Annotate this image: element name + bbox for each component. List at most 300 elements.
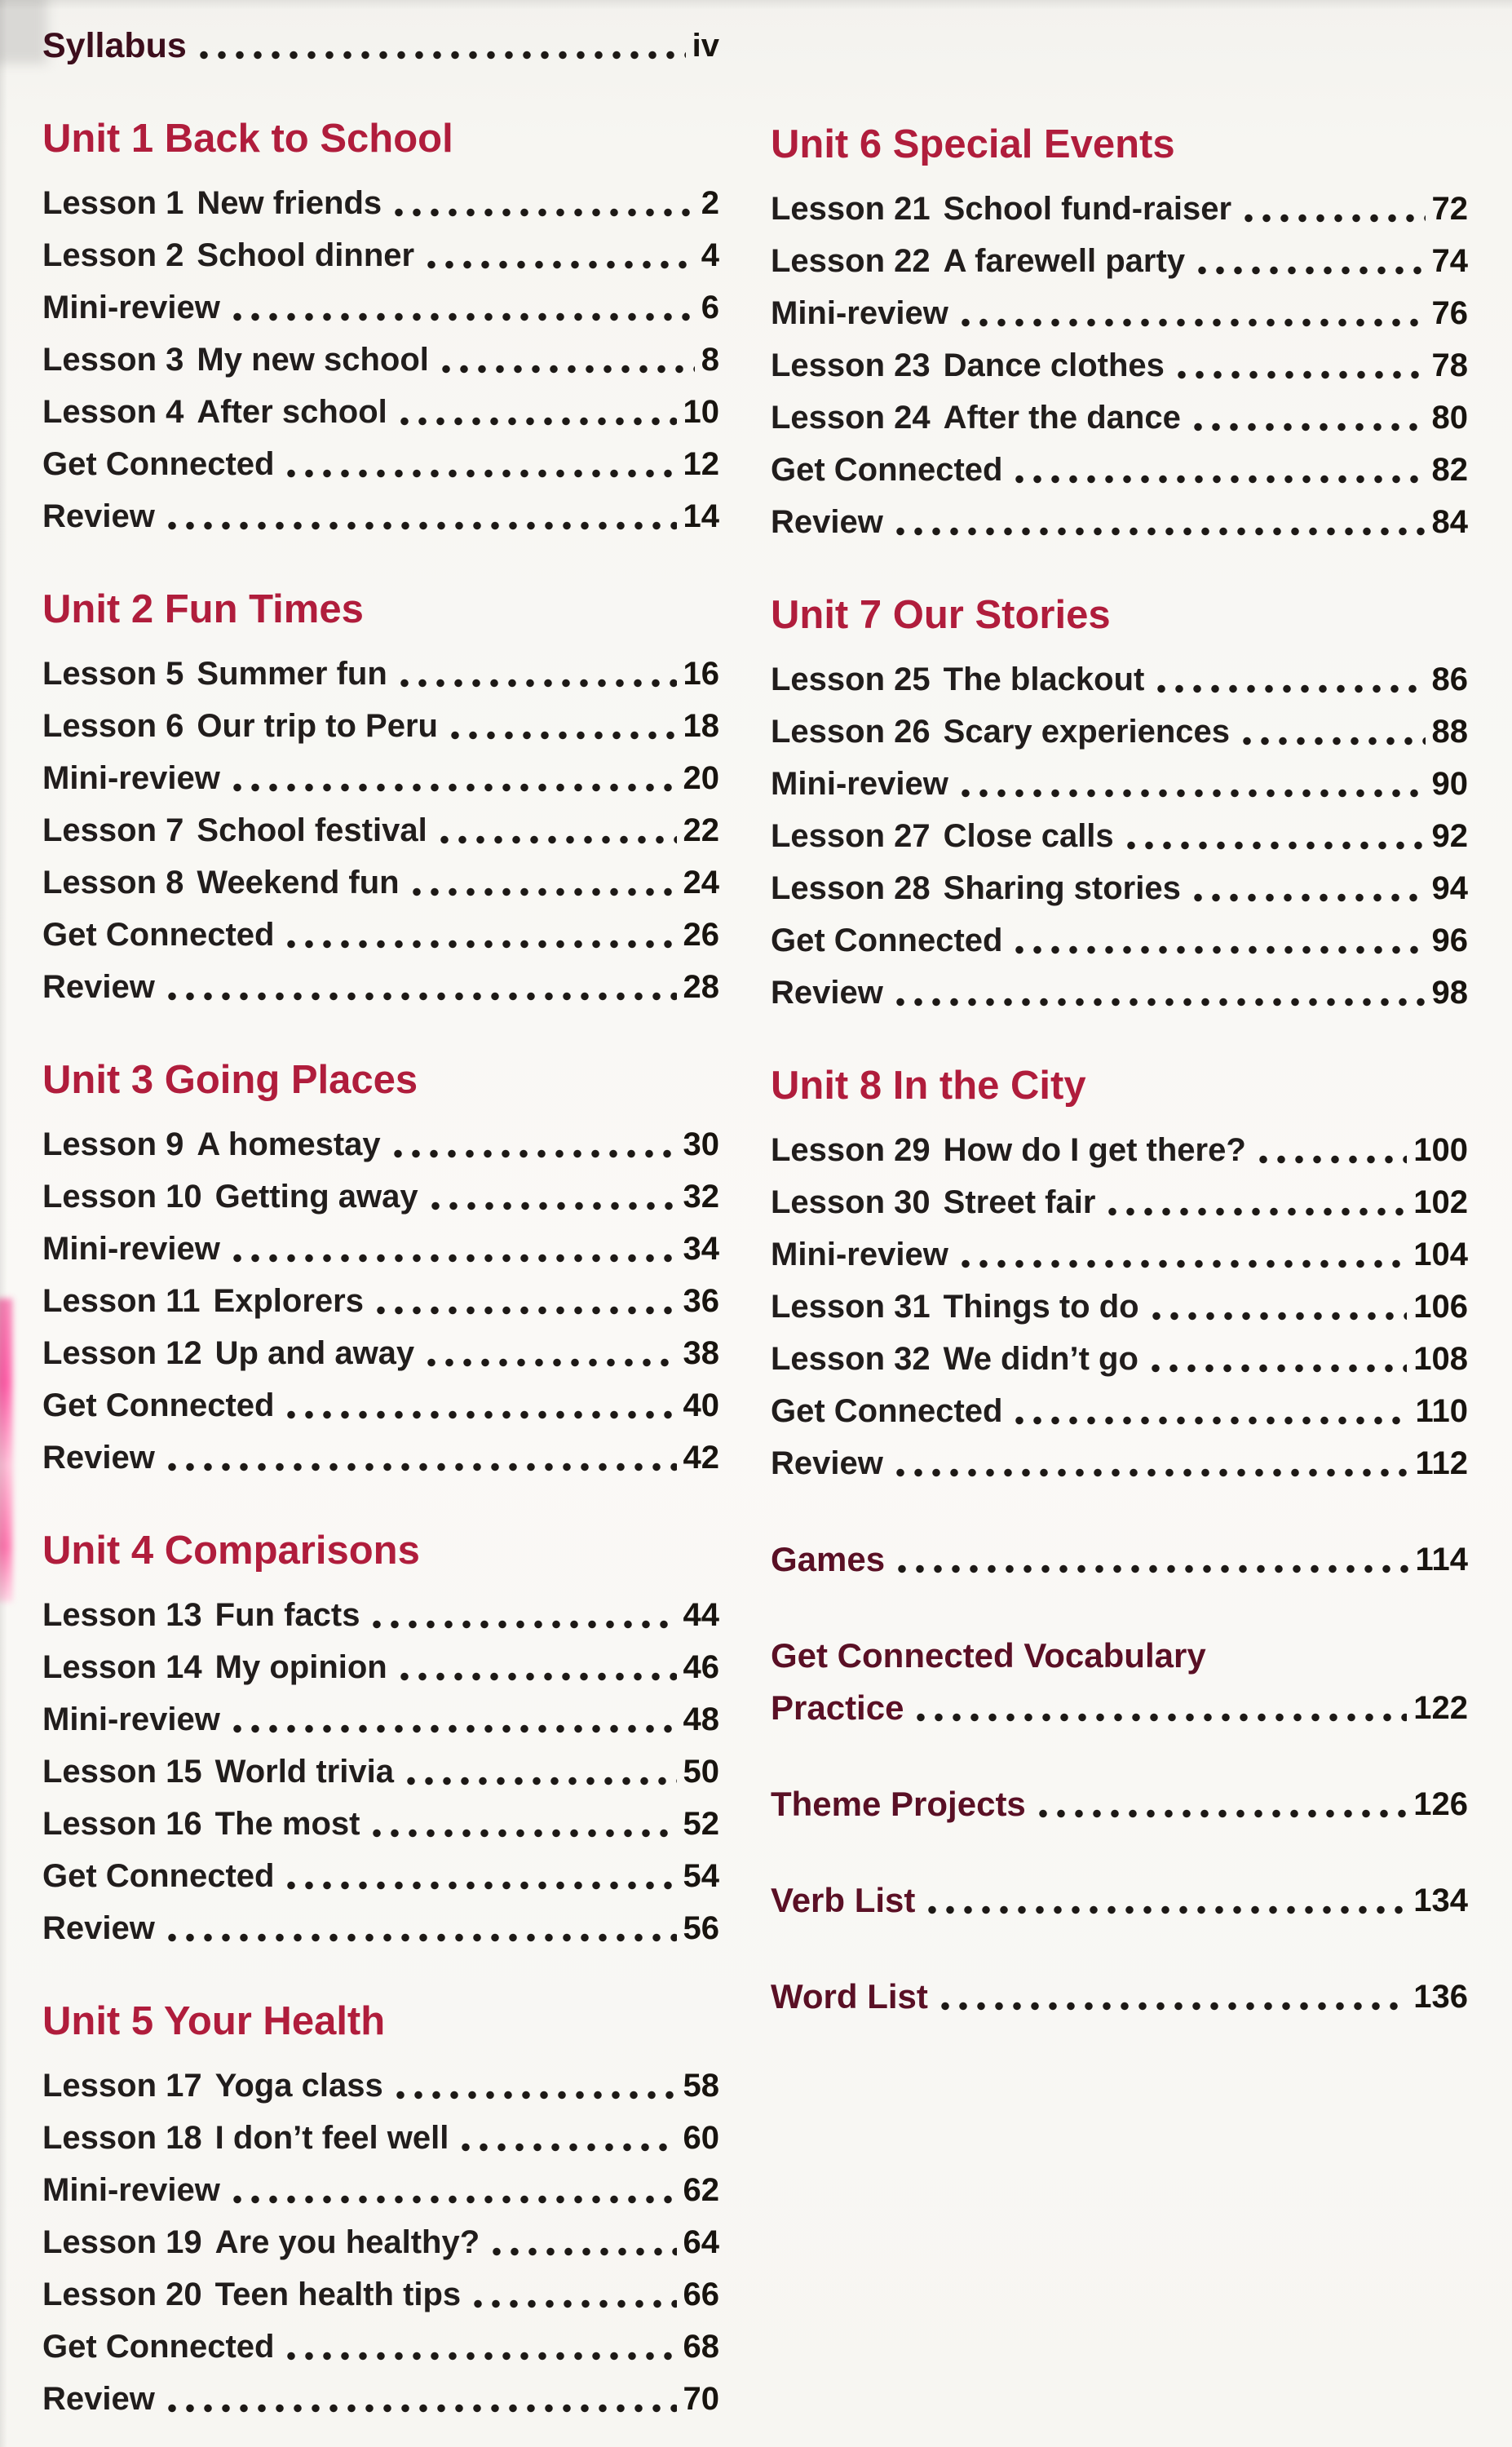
page-number: 134 [1413,1883,1468,1918]
lesson-title: Review [42,969,155,1005]
page-number: 98 [1431,975,1468,1011]
dot-leader [163,521,677,530]
dot-leader [282,2352,676,2361]
lesson-title: Review [42,1910,155,1946]
dot-leader [1010,475,1425,484]
unit-title: Unit 8 In the City [771,1064,1086,1108]
lesson-title: Things to do [943,1289,1139,1325]
lesson-prefix: Lesson 11 [42,1283,201,1319]
unit-title: Unit 1 Back to School [42,117,453,161]
dot-leader [163,992,677,1001]
dot-leader [1173,370,1426,379]
lesson-title: Get Connected [42,917,275,953]
lesson-title: A farewell party [943,243,1186,279]
lesson-prefix: Lesson 13 [42,1597,202,1633]
dot-leader [1193,266,1425,275]
lesson-title: Mini-review [771,766,948,802]
unit-title: Unit 4 Comparisons [42,1529,420,1573]
back-matter-label: Theme Projects [771,1785,1026,1823]
toc-row [42,2164,719,2216]
toc-row [771,339,1468,392]
page-number: 80 [1431,400,1468,436]
page-number: 18 [683,708,719,744]
dot-leader [389,1149,677,1158]
lesson-title: The most [214,1806,360,1842]
toc-row [42,648,719,700]
lesson-prefix: Lesson 14 [42,1649,202,1685]
page-number: 22 [683,812,719,848]
lesson-prefix: Lesson 25 [771,662,931,697]
unit-block [42,1056,719,1484]
toc-row [771,235,1468,287]
dot-leader [228,312,695,321]
toc-row [771,653,1468,706]
toc-row [42,1746,719,1798]
lesson-title: School fund-raiser [943,191,1232,227]
lesson-prefix: Lesson 18 [42,2120,202,2156]
toc-row [771,1385,1468,1437]
dot-leader [228,783,677,792]
lesson-prefix: Lesson 12 [42,1335,202,1371]
toc-row [42,1379,719,1431]
lesson-prefix: Lesson 1 [42,185,184,221]
dot-leader [163,1462,677,1471]
dot-leader [891,998,1426,1007]
dot-leader [1189,423,1426,431]
lesson-title: How do I get there? [943,1132,1246,1168]
left-column [42,0,719,2425]
page-number: 76 [1431,295,1468,331]
dot-leader [957,1259,1407,1268]
page-number: 90 [1431,766,1468,802]
page-number: 46 [683,1649,719,1685]
toc-row [42,2216,719,2268]
lesson-title: Street fair [943,1184,1096,1220]
dot-leader [936,2002,1407,2011]
dot-leader [437,365,695,374]
unit-block [771,1062,1468,1489]
dot-leader [446,731,677,740]
page-number: 60 [683,2120,719,2156]
lesson-title: A homestay [197,1126,381,1162]
back-matter-item [771,1630,1468,1734]
lesson-title: Get Connected [42,446,275,482]
toc-row [771,444,1468,496]
lesson-title: We didn’t go [943,1341,1138,1377]
toc-row [42,1327,719,1379]
toc-row [42,700,719,752]
toc-row [771,1437,1468,1489]
toc-row [771,758,1468,810]
toc-row [42,1693,719,1746]
lesson-prefix: Lesson 4 [42,394,184,430]
unit-block [42,115,719,542]
lesson-prefix: Lesson 5 [42,656,184,692]
lesson-prefix: Lesson 6 [42,708,184,744]
lesson-prefix: Lesson 7 [42,812,184,848]
page-number: 38 [683,1335,719,1371]
page-number: 100 [1413,1132,1468,1168]
back-matter-label: Games [771,1540,886,1578]
lesson-prefix: Lesson 26 [771,714,931,750]
lesson-title: The blackout [943,662,1145,697]
toc-row [42,752,719,804]
dot-leader [408,887,677,896]
page-number: 94 [1431,870,1468,906]
dot-leader [891,527,1426,536]
page-number: 32 [683,1179,719,1215]
dot-leader [282,1881,676,1890]
syllabus-label: Syllabus [42,26,187,65]
lesson-title: After school [197,394,387,430]
lesson-prefix: Lesson 30 [771,1184,931,1220]
unit-block [42,1527,719,1954]
dot-leader [1034,1809,1407,1818]
toc-row [42,1641,719,1693]
lesson-title: New friends [197,185,382,221]
lesson-title: Get Connected [42,2329,275,2365]
lesson-title: Review [771,975,883,1011]
page-number: 40 [683,1387,719,1423]
toc-row [42,1589,719,1641]
toc-row [42,281,719,334]
lesson-title: My opinion [214,1649,387,1685]
back-matter-label: Word List [771,1977,928,2016]
toc-row [42,2373,719,2425]
page-number: 82 [1431,452,1468,488]
lesson-title: Fun facts [214,1597,360,1633]
dot-leader [1010,945,1425,954]
lesson-prefix: Lesson 20 [42,2277,202,2312]
dot-leader [396,417,677,426]
dot-leader [912,1713,1407,1722]
dot-leader [488,2247,676,2256]
lesson-prefix: Lesson 28 [771,870,931,906]
lesson-title: Close calls [943,818,1114,854]
toc-row [42,961,719,1013]
lesson-title: School dinner [197,237,415,273]
back-matter-row [771,1874,1468,1927]
page-number: 54 [683,1858,719,1894]
back-matter-item [771,1971,1468,2023]
lesson-prefix: Lesson 19 [42,2224,202,2260]
lesson-prefix: Lesson 21 [771,191,931,227]
lesson-title: Review [771,1445,883,1481]
page-number: 114 [1415,1542,1468,1577]
toc-row [42,909,719,961]
toc-row [771,1228,1468,1281]
page-number: 50 [683,1754,719,1790]
page-number: 52 [683,1806,719,1842]
page-number: 34 [683,1231,719,1267]
toc-row [771,496,1468,548]
lesson-title: Review [771,504,883,540]
unit-title: Unit 7 Our Stories [771,593,1111,637]
page-number: 16 [683,656,719,692]
dot-leader [228,1724,677,1733]
dot-leader [1238,737,1425,746]
lesson-prefix: Lesson 29 [771,1132,931,1168]
dot-leader [282,940,676,949]
lesson-title: World trivia [214,1754,394,1790]
lesson-title: My new school [197,342,429,378]
unit-block [42,1998,719,2425]
toc-row [42,177,719,229]
page-number: 84 [1431,504,1468,540]
lesson-title: Are you healthy? [214,2224,480,2260]
toc-row [42,1118,719,1170]
page-number: iv [692,28,719,64]
unit-title: Unit 3 Going Places [42,1058,418,1102]
back-matter-row [771,1778,1468,1830]
dot-leader [390,208,695,217]
syllabus-entry [42,21,719,72]
page-number: 8 [701,342,719,378]
back-matter-row [771,1971,1468,2023]
page-number: 66 [683,2277,719,2312]
toc-row [42,856,719,909]
page-number: 26 [683,917,719,953]
back-matter-item [771,1533,1468,1586]
dot-leader [372,1306,677,1315]
page-number: 12 [683,446,719,482]
page-number: 44 [683,1597,719,1633]
dot-leader [396,1672,677,1681]
lesson-title: Mini-review [42,760,220,796]
dot-leader [282,1410,676,1419]
lesson-prefix: Lesson 2 [42,237,184,273]
page-number: 108 [1413,1341,1468,1377]
toc-row [771,967,1468,1019]
dot-leader [422,1358,676,1367]
page-number: 68 [683,2329,719,2365]
lesson-title: Review [42,1440,155,1476]
page-number: 24 [683,865,719,900]
toc-row [42,2268,719,2321]
toc-row [42,1902,719,1954]
dot-leader [893,1564,1408,1573]
lesson-title: Review [42,2381,155,2417]
back-matter-label: Practice [771,1688,904,1727]
lesson-title: Sharing stories [943,870,1181,906]
toc-row [771,862,1468,914]
back-matter-label: Get Connected Vocabulary [771,1636,1206,1675]
unit-block [42,586,719,1013]
page-number: 136 [1413,1979,1468,2015]
lesson-prefix: Lesson 17 [42,2068,202,2104]
page-number: 88 [1431,714,1468,750]
page-number: 56 [683,1910,719,1946]
page-number: 28 [683,969,719,1005]
back-matter [771,1533,1468,2023]
toc-row [771,1124,1468,1176]
back-matter-item [771,1874,1468,1927]
lesson-title: Get Connected [771,452,1003,488]
dot-leader [923,1905,1407,1914]
dot-leader [957,318,1426,327]
page-number: 72 [1431,191,1468,227]
lesson-prefix: Lesson 15 [42,1754,202,1790]
lesson-title: I don’t feel well [214,2120,449,2156]
page-number: 30 [683,1126,719,1162]
dot-leader [368,1620,676,1629]
dot-leader [282,469,676,478]
toc-row [771,810,1468,862]
lesson-title: Dance clothes [943,347,1165,383]
lesson-title: Mini-review [42,2172,220,2208]
dot-leader [368,1829,676,1838]
toc-row [42,1850,719,1902]
dot-leader [1147,1364,1407,1373]
toc-row [771,1333,1468,1385]
lesson-prefix: Lesson 22 [771,243,931,279]
lesson-title: Mini-review [42,1701,220,1737]
toc-row [42,1275,719,1327]
toc-row [42,386,719,438]
lesson-prefix: Lesson 31 [771,1289,931,1325]
lesson-prefix: Lesson 16 [42,1806,202,1842]
lesson-title: Mini-review [771,295,948,331]
lesson-title: School festival [197,812,427,848]
lesson-prefix: Lesson 9 [42,1126,184,1162]
back-matter-row [771,1533,1468,1586]
dot-leader [195,51,686,60]
lesson-title: Our trip to Peru [197,708,438,744]
dot-leader [396,679,677,688]
page-number: 110 [1415,1393,1468,1429]
page-number: 48 [683,1701,719,1737]
lesson-title: Teen health tips [214,2277,462,2312]
back-matter-row [771,1682,1468,1734]
dot-leader [891,1468,1409,1477]
dot-leader [1240,214,1425,223]
lesson-title: Summer fun [197,656,387,692]
page-number: 106 [1413,1289,1468,1325]
page-number: 96 [1431,923,1468,958]
right-column-units [771,121,1468,1489]
page-number: 126 [1413,1786,1468,1822]
dot-leader [163,1933,677,1942]
dot-leader [1147,1312,1408,1321]
toc-row [42,438,719,490]
left-column-units [42,115,719,2425]
dot-leader [427,1201,677,1210]
dot-leader [1122,841,1426,850]
back-matter-item [771,1778,1468,1830]
photo-artifact-left-shade [0,0,7,2447]
unit-title: Unit 6 Special Events [771,122,1175,166]
toc-row [771,287,1468,339]
lesson-title: Get Connected [771,1393,1003,1429]
lesson-title: Getting away [214,1179,418,1215]
lesson-prefix: Lesson 10 [42,1179,202,1215]
dot-leader [391,2091,677,2100]
page-number: 92 [1431,818,1468,854]
dot-leader [402,1777,677,1785]
lesson-title: Get Connected [771,923,1003,958]
toc-row [771,914,1468,967]
dot-leader [1103,1207,1407,1216]
lesson-prefix: Lesson 8 [42,865,184,900]
page-number: 64 [683,2224,719,2260]
dot-leader [469,2299,676,2308]
toc-row [42,1798,719,1850]
page-number: 112 [1415,1445,1468,1481]
lesson-title: Up and away [214,1335,415,1371]
right-column [771,0,1468,2023]
toc-row [42,1431,719,1484]
toc-row [42,2321,719,2373]
page-number: 74 [1431,243,1468,279]
dot-leader [228,2195,677,2204]
page-number: 62 [683,2172,719,2208]
lesson-prefix: Lesson 27 [771,818,931,854]
page-number: 122 [1413,1690,1468,1726]
toc-row [42,229,719,281]
dot-leader [457,2143,676,2152]
lesson-title: After the dance [943,400,1181,436]
toc-row [42,1170,719,1223]
page-number: 2 [701,185,719,221]
toc-row [42,1223,719,1275]
dot-leader [1254,1155,1407,1164]
page-number: 4 [701,237,719,273]
toc-row [42,334,719,386]
unit-title: Unit 2 Fun Times [42,587,364,631]
lesson-prefix: Lesson 24 [771,400,931,436]
toc-row [42,2112,719,2164]
dot-leader [1152,684,1425,693]
lesson-title: Review [42,498,155,534]
dot-leader [1189,893,1426,902]
toc-row [771,1176,1468,1228]
unit-block [771,591,1468,1019]
lesson-title: Scary experiences [943,714,1231,750]
page-number: 78 [1431,347,1468,383]
dot-leader [422,260,695,269]
back-matter-row [771,1630,1468,1682]
lesson-title: Mini-review [42,290,220,325]
unit-title: Unit 5 Your Health [42,1999,386,2043]
toc-row [42,490,719,542]
dot-leader [435,835,677,844]
toc-row [771,1281,1468,1333]
back-matter-label: Verb List [771,1881,916,1919]
page-number: 6 [701,290,719,325]
dot-leader [163,2404,677,2413]
toc-row [771,183,1468,235]
lesson-title: Mini-review [42,1231,220,1267]
page-number: 70 [683,2381,719,2417]
toc-row [771,706,1468,758]
page-number: 42 [683,1440,719,1476]
lesson-title: Explorers [213,1283,364,1319]
page-number: 102 [1413,1184,1468,1220]
dot-leader [228,1254,677,1263]
lesson-prefix: Lesson 32 [771,1341,931,1377]
toc-row [42,2060,719,2112]
dot-leader [1010,1416,1408,1425]
page-number: 58 [683,2068,719,2104]
page-number: 20 [683,760,719,796]
toc-row [771,392,1468,444]
lesson-prefix: Lesson 23 [771,347,931,383]
page-number: 86 [1431,662,1468,697]
lesson-title: Get Connected [42,1858,275,1894]
page-number: 14 [683,498,719,534]
toc-row [42,804,719,856]
page-number: 104 [1413,1237,1468,1272]
